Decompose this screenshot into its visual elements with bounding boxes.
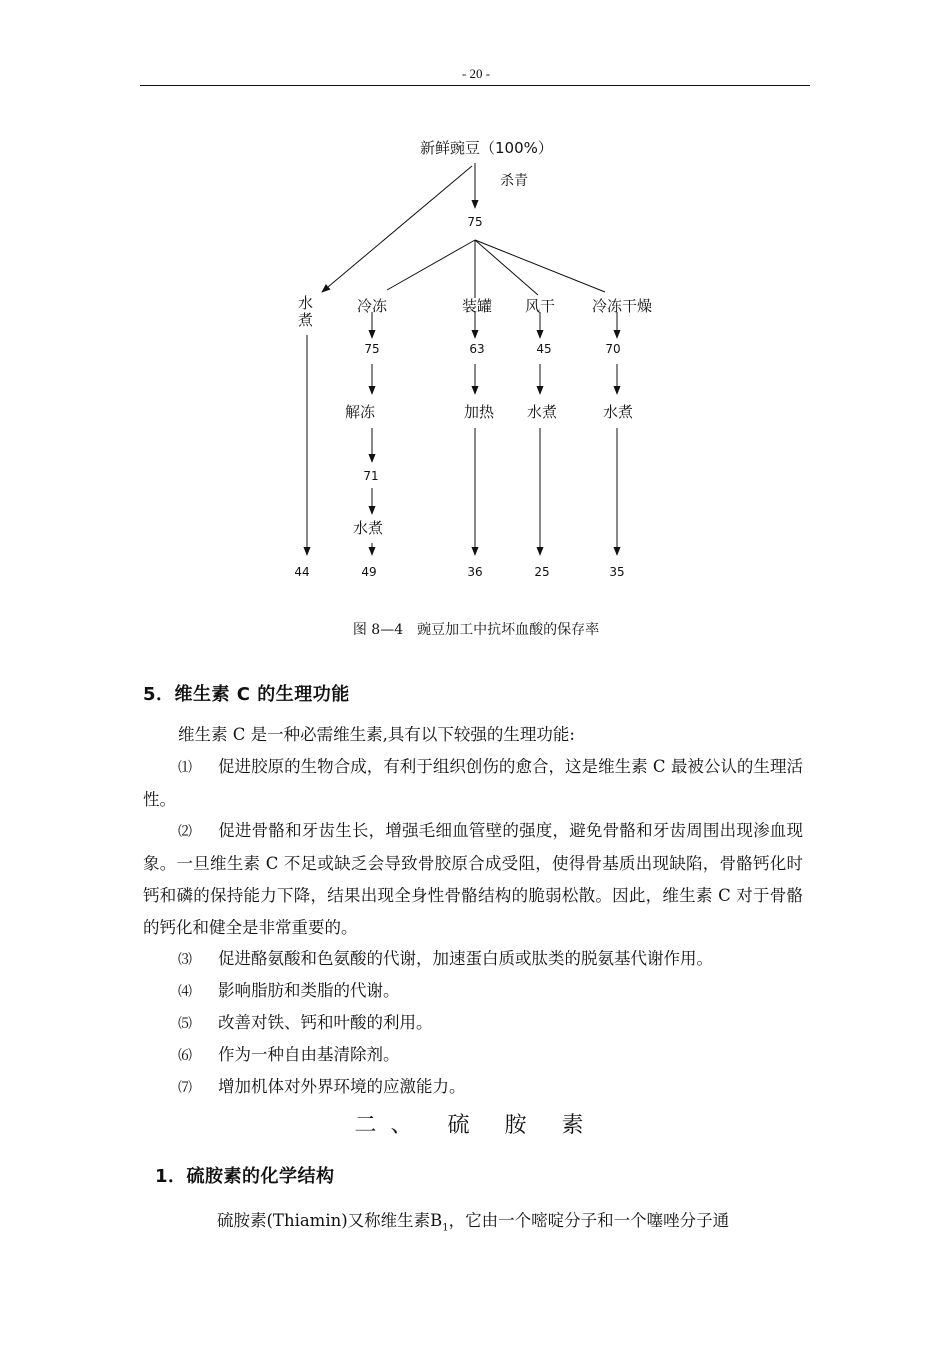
canned-v1: 63 [469, 342, 485, 356]
list-item [178, 1039, 803, 1072]
frozen-final: 49 [361, 565, 377, 579]
thiamin-subscript: 1 [442, 1222, 449, 1234]
node-blanched-value: 75 [467, 215, 483, 229]
airdry-step-boil: 水煮 [526, 403, 558, 421]
figure-caption: 图 8—4 豌豆加工中抗坏血酸的保存率 [352, 622, 600, 638]
canned-step-heat: 加热 [463, 403, 495, 421]
freezedry-v1: 70 [605, 342, 621, 356]
page-number: - 20 - [461, 66, 491, 81]
item-number: ⑶ [178, 952, 192, 968]
thiamin-text-after: ，它由一个嘧啶分子和一个噻唑分子通 [448, 1211, 730, 1230]
branch-boil-label-1: 水 [298, 294, 314, 312]
list-item [178, 943, 803, 976]
item-number: ⑷ [178, 984, 192, 1000]
branch-frozen-label: 冷冻 [356, 297, 388, 315]
arrow-start-to-boil [322, 166, 472, 292]
node-start: 新鲜豌豆（100%） [420, 139, 553, 157]
item-text: 促进骨骼和牙齿生长，增强毛细血管壁的强度，避免骨骼和牙齿周围出现渗血现象。一旦维生素 C 不足或缺乏会导致骨胶原合成受阻，使得骨基质出现缺陷，骨骼钙化时钙和磷的保持能力下降，结果出现全身性骨骼结构的脆弱松散。因此，维生素 C 对于骨骼的钙化和健全是非常重要的。 [143, 821, 803, 937]
frozen-step-thaw: 解冻 [344, 403, 376, 421]
list-item [143, 751, 803, 816]
freezedry-step-boil: 水煮 [602, 403, 634, 421]
list-item [143, 815, 803, 944]
branch-canned-label: 装罐 [461, 297, 493, 315]
thiamin-text-before: 硫胺素(Thiamin)又称维生素B [217, 1211, 443, 1230]
chapter-title-thiamin: 二、 硫 胺 素 [354, 1113, 598, 1138]
intro-paragraph: 维生素 C 是一种必需维生素,具有以下较强的生理功能: [178, 725, 575, 744]
airdry-final: 25 [534, 565, 550, 579]
list-item [178, 975, 803, 1008]
item-number: ⑵ [178, 824, 192, 840]
airdry-v1: 45 [536, 342, 552, 356]
section-heading-thiamin-structure: 1．硫胺素的化学结构 [155, 1166, 335, 1187]
frozen-v2: 71 [363, 469, 379, 483]
line-to-freezedry [475, 240, 605, 292]
item-text: 影响脂肪和类脂的代谢。 [218, 981, 400, 1000]
item-number: ⑸ [178, 1016, 192, 1032]
item-text: 促进胶原的生物合成，有利于组织创伤的愈合，这是维生素 C 最被公认的生理活性。 [143, 757, 803, 809]
list-item [178, 1071, 803, 1104]
freezedry-final: 35 [609, 565, 625, 579]
frozen-step-boil: 水煮 [352, 519, 384, 537]
list-item [178, 1007, 803, 1040]
pea-processing-flow-diagram [0, 0, 952, 600]
boil-final: 44 [294, 565, 310, 579]
section-heading-vitamin-c-function: 5．维生素 C 的生理功能 [143, 684, 350, 705]
step-blanching: 杀青 [500, 173, 528, 189]
thiamin-paragraph [217, 1205, 807, 1244]
branch-freezedry-label: 冷冻干燥 [591, 297, 653, 315]
line-to-frozen [387, 240, 475, 290]
branch-airdry-label: 风干 [524, 297, 556, 315]
item-number: ⑺ [178, 1080, 192, 1096]
item-number: ⑴ [178, 760, 192, 776]
item-number: ⑹ [178, 1048, 192, 1064]
item-text: 增加机体对外界环境的应激能力。 [218, 1077, 466, 1096]
item-text: 作为一种自由基清除剂。 [218, 1045, 400, 1064]
frozen-v1: 75 [364, 342, 380, 356]
branch-boil-label-2: 煮 [298, 311, 314, 329]
item-text: 促进酪氨酸和色氨酸的代谢，加速蛋白质或肽类的脱氨基代谢作用。 [218, 949, 713, 968]
item-text: 改善对铁、钙和叶酸的利用。 [218, 1013, 433, 1032]
line-to-airdry [475, 240, 538, 295]
canned-final: 36 [467, 565, 483, 579]
